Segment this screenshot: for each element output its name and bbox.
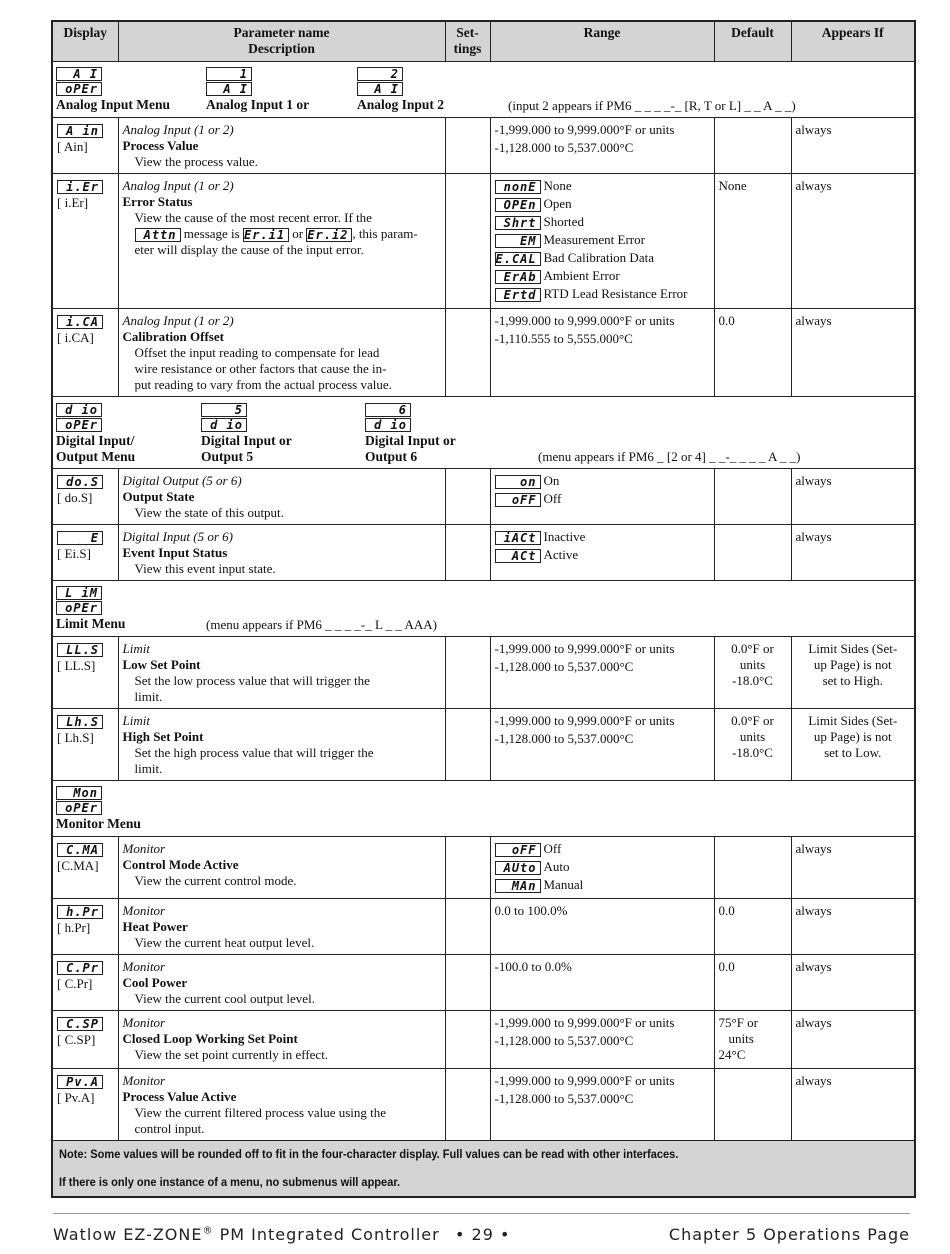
analog-menu-group-2 bbox=[206, 67, 309, 113]
param-code: [ Pv.A] bbox=[57, 1089, 95, 1105]
default-line: units bbox=[739, 656, 766, 672]
notes-row bbox=[52, 1140, 915, 1197]
default-line: 75°F or bbox=[718, 1014, 759, 1030]
option-label: RTD Lead Resistance Error bbox=[543, 285, 688, 301]
param-row-lhs bbox=[52, 708, 915, 780]
default-cell bbox=[714, 117, 791, 173]
param-name: Event Input Status bbox=[122, 544, 228, 560]
digital-menu-group-3 bbox=[365, 403, 456, 465]
param-row-eis bbox=[52, 524, 915, 580]
lcd-display: oPEr bbox=[56, 601, 102, 615]
page-footer bbox=[53, 1213, 910, 1247]
note-text: If there is only one instance of a menu, no submenus will appear. bbox=[59, 1174, 401, 1189]
lcd-display: LL.S bbox=[57, 643, 103, 657]
appears-cell: always bbox=[791, 524, 915, 580]
param-row-cma bbox=[52, 836, 915, 898]
lcd-display: Shrt bbox=[495, 216, 541, 230]
param-name: Cool Power bbox=[122, 974, 188, 990]
default-cell bbox=[714, 524, 791, 580]
lcd-display: Pv.A bbox=[57, 1075, 103, 1089]
header-default: Default bbox=[714, 21, 791, 61]
footer-product-name: PM Integrated Controller bbox=[213, 1225, 440, 1244]
option-label: Manual bbox=[543, 876, 584, 892]
menu-label: Digital Input or bbox=[365, 432, 456, 448]
param-name: Low Set Point bbox=[122, 656, 201, 672]
header-row bbox=[52, 21, 915, 61]
option-label: Off bbox=[543, 490, 562, 506]
lcd-display: 1 bbox=[206, 67, 252, 81]
option-label: Open bbox=[543, 195, 572, 211]
settings-cell bbox=[445, 1068, 490, 1140]
settings-cell bbox=[445, 836, 490, 898]
param-desc bbox=[123, 226, 441, 242]
header-display: Display bbox=[52, 21, 118, 61]
default-line: 0.0°F or bbox=[731, 640, 774, 656]
lcd-display: iACt bbox=[495, 531, 541, 545]
param-desc-text: message is bbox=[183, 225, 240, 241]
lcd-display: d io bbox=[56, 403, 102, 417]
param-desc: View the cause of the most recent error. If the bbox=[134, 209, 372, 225]
header-settings-1: Set- bbox=[456, 25, 479, 40]
range-line: -1,110.555 to 5,555.000°C bbox=[494, 330, 633, 346]
settings-cell bbox=[445, 636, 490, 708]
param-category: Limit bbox=[122, 712, 150, 728]
param-desc: View the current filtered process value using the bbox=[134, 1104, 387, 1120]
param-desc: View the process value. bbox=[134, 153, 258, 169]
range-option bbox=[495, 286, 710, 302]
param-name: Control Mode Active bbox=[122, 856, 239, 872]
range-line: -1,999.000 to 9,999.000°F or units bbox=[494, 712, 675, 728]
range-line: -1,128.000 to 5,537.000°C bbox=[494, 658, 634, 674]
range-line: 0.0 to 100.0% bbox=[494, 902, 568, 918]
lcd-display: AUto bbox=[495, 861, 541, 875]
analog-menu-group-1 bbox=[56, 67, 170, 113]
range-option bbox=[495, 859, 710, 875]
default-cell bbox=[714, 1010, 791, 1068]
lcd-display: on bbox=[495, 475, 541, 489]
page-number: • 29 • bbox=[455, 1225, 511, 1244]
note-text: Note: Some values will be rounded off to fit in the four-character display. Full values can be read with other interfaces. bbox=[59, 1146, 679, 1161]
param-row-ier bbox=[52, 173, 915, 308]
option-label: Off bbox=[543, 840, 562, 856]
lcd-display: oFF bbox=[495, 493, 541, 507]
lcd-display: A I bbox=[206, 82, 252, 96]
lcd-display: Lh.S bbox=[57, 715, 103, 729]
registered-mark: ® bbox=[202, 1225, 214, 1237]
lcd-display: L iM bbox=[56, 586, 102, 600]
param-name: Error Status bbox=[122, 193, 193, 209]
digital-io-menu-row bbox=[52, 396, 915, 468]
settings-cell bbox=[445, 954, 490, 1010]
range-line: -1,999.000 to 9,999.000°F or units bbox=[494, 640, 675, 656]
appears-line: up Page) is not bbox=[813, 728, 892, 744]
param-name: Process Value bbox=[122, 137, 199, 153]
appears-cell: always bbox=[791, 836, 915, 898]
lcd-display: C.Pr bbox=[57, 961, 103, 975]
header-appears-if: Appears If bbox=[791, 21, 915, 61]
lcd-display: C.MA bbox=[57, 843, 103, 857]
lcd-display: oPEr bbox=[56, 82, 102, 96]
range-option bbox=[495, 473, 710, 489]
lcd-display: oPEr bbox=[56, 801, 102, 815]
option-label: Auto bbox=[543, 858, 570, 874]
param-desc: limit. bbox=[134, 760, 163, 776]
range-option bbox=[495, 268, 710, 284]
param-desc: View this event input state. bbox=[134, 560, 276, 576]
param-category: Digital Input (5 or 6) bbox=[122, 528, 233, 544]
param-row-lls bbox=[52, 636, 915, 708]
lcd-display: E.CAL bbox=[495, 252, 541, 266]
limit-menu-group-1 bbox=[56, 586, 125, 632]
lcd-display: E bbox=[57, 531, 103, 545]
lcd-display: 6 bbox=[365, 403, 411, 417]
param-category: Monitor bbox=[122, 1072, 166, 1088]
param-code: [ LL.S] bbox=[57, 657, 96, 673]
appears-cell: always bbox=[791, 1010, 915, 1068]
range-option bbox=[495, 491, 710, 507]
lcd-display: h.Pr bbox=[57, 905, 103, 919]
param-code: [ i.Er] bbox=[57, 194, 89, 210]
param-code: [ Lh.S] bbox=[57, 729, 94, 745]
range-line: -1,128.000 to 5,537.000°C bbox=[494, 139, 634, 155]
param-name: Calibration Offset bbox=[122, 328, 224, 344]
menu-label: Output Menu bbox=[56, 448, 136, 464]
lcd-display: ErAb bbox=[495, 270, 541, 284]
param-desc: View the current heat output level. bbox=[134, 934, 315, 950]
footer-product bbox=[53, 1225, 440, 1244]
range-option bbox=[495, 250, 710, 266]
range-option bbox=[495, 529, 710, 545]
analog-input-menu-row bbox=[52, 61, 915, 117]
range-line: -1,128.000 to 5,537.000°C bbox=[494, 730, 634, 746]
lcd-display: A I bbox=[56, 67, 102, 81]
range-line: -1,999.000 to 9,999.000°F or units bbox=[494, 312, 675, 328]
range-line: -1,999.000 to 9,999.000°F or units bbox=[494, 121, 675, 137]
param-category: Analog Input (1 or 2) bbox=[122, 312, 234, 328]
param-name: Process Value Active bbox=[122, 1088, 237, 1104]
option-label: Inactive bbox=[543, 528, 586, 544]
param-desc: Set the low process value that will trigger the bbox=[134, 672, 370, 688]
analog-menu-group-3 bbox=[357, 67, 444, 113]
appears-cell bbox=[791, 708, 915, 780]
digital-menu-group-2 bbox=[201, 403, 292, 465]
param-row-csp bbox=[52, 1010, 915, 1068]
param-row-ain bbox=[52, 117, 915, 173]
default-cell: 0.0 bbox=[714, 954, 791, 1010]
range-option bbox=[495, 841, 710, 857]
header-parameter bbox=[118, 21, 445, 61]
menu-label: Limit Menu bbox=[56, 615, 126, 631]
lcd-display: Attn bbox=[135, 228, 181, 242]
lcd-display: ACt bbox=[495, 549, 541, 563]
default-cell bbox=[714, 1068, 791, 1140]
param-desc: put reading to vary from the actual process value. bbox=[134, 376, 392, 392]
default-cell: 0.0 bbox=[714, 308, 791, 396]
param-category: Monitor bbox=[122, 840, 166, 856]
param-code: [ h.Pr] bbox=[57, 919, 91, 935]
param-row-pva bbox=[52, 1068, 915, 1140]
appears-line: set to Low. bbox=[824, 744, 882, 760]
digital-menu-group-1 bbox=[56, 403, 135, 465]
appears-cell: always bbox=[791, 468, 915, 524]
appears-line: set to High. bbox=[822, 672, 883, 688]
lcd-display: Er.i2 bbox=[306, 228, 352, 242]
default-line: units bbox=[728, 1030, 754, 1046]
default-cell bbox=[714, 708, 791, 780]
appears-cell: always bbox=[791, 173, 915, 308]
lcd-display: d io bbox=[365, 418, 411, 432]
lcd-display: MAn bbox=[495, 879, 541, 893]
param-code: [ Ei.S] bbox=[57, 545, 91, 561]
settings-cell bbox=[445, 468, 490, 524]
param-desc: Set the high process value that will trigger the bbox=[134, 744, 374, 760]
default-cell: None bbox=[714, 173, 791, 308]
header-settings-2: tings bbox=[453, 41, 482, 56]
param-code: [ C.Pr] bbox=[57, 975, 93, 991]
chapter-title: Chapter 5 Operations Page bbox=[668, 1225, 910, 1244]
lcd-display: i.Er bbox=[57, 180, 103, 194]
default-line: 0.0°F or bbox=[731, 712, 774, 728]
lcd-display: oPEr bbox=[56, 418, 102, 432]
range-line: -1,128.000 to 5,537.000°C bbox=[494, 1090, 634, 1106]
option-label: Active bbox=[543, 546, 579, 562]
range-option bbox=[495, 214, 710, 230]
param-desc-text: , this param- bbox=[352, 225, 418, 241]
parameter-table bbox=[51, 20, 916, 1198]
default-cell bbox=[714, 636, 791, 708]
menu-label: Digital Input or bbox=[201, 432, 292, 448]
default-line: 24°C bbox=[718, 1046, 746, 1062]
param-category: Analog Input (1 or 2) bbox=[122, 121, 234, 137]
appears-cell: always bbox=[791, 954, 915, 1010]
param-code: [C.MA] bbox=[57, 857, 99, 873]
header-param-name: Parameter name bbox=[233, 25, 330, 40]
settings-cell bbox=[445, 1010, 490, 1068]
option-label: Ambient Error bbox=[543, 267, 620, 283]
lcd-display: OPEn bbox=[495, 198, 541, 212]
param-desc: wire resistance or other factors that cause the in- bbox=[134, 360, 387, 376]
appears-cell: always bbox=[791, 898, 915, 954]
option-label: Measurement Error bbox=[543, 231, 645, 247]
param-name: Heat Power bbox=[122, 918, 188, 934]
menu-condition-note: (menu appears if PM6 _ _ _ _-_ L _ _ AAA) bbox=[206, 616, 437, 632]
param-name: Output State bbox=[122, 488, 195, 504]
lcd-display: Er.i1 bbox=[243, 228, 289, 242]
menu-condition-note: (menu appears if PM6 _ [2 or 4] _ _-_ _ _ _ A _ _) bbox=[538, 448, 801, 464]
param-row-cpr bbox=[52, 954, 915, 1010]
range-option bbox=[495, 232, 710, 248]
param-desc-text: or bbox=[292, 225, 304, 241]
option-label: On bbox=[543, 472, 560, 488]
range-option bbox=[495, 547, 710, 563]
param-desc: View the state of this output. bbox=[134, 504, 284, 520]
header-param-desc: Description bbox=[248, 41, 315, 56]
lcd-display: A in bbox=[57, 124, 103, 138]
menu-label: Analog Input 2 bbox=[357, 96, 445, 112]
param-category: Monitor bbox=[122, 1014, 166, 1030]
default-line: -18.0°C bbox=[732, 744, 773, 760]
range-option bbox=[495, 196, 710, 212]
header-range: Range bbox=[490, 21, 714, 61]
param-desc: View the set point currently in effect. bbox=[134, 1046, 329, 1062]
lcd-display: nonE bbox=[495, 180, 541, 194]
default-line: -18.0°C bbox=[732, 672, 773, 688]
lcd-display: EM bbox=[495, 234, 541, 248]
monitor-menu-group-1 bbox=[56, 786, 141, 832]
lcd-display: 2 bbox=[357, 67, 403, 81]
appears-cell: always bbox=[791, 117, 915, 173]
param-desc: View the current control mode. bbox=[134, 872, 297, 888]
settings-cell bbox=[445, 308, 490, 396]
appears-line: Limit Sides (Set- bbox=[808, 712, 898, 728]
appears-line: up Page) is not bbox=[813, 656, 892, 672]
param-category: Limit bbox=[122, 640, 150, 656]
range-line: -1,128.000 to 5,537.000°C bbox=[494, 1032, 634, 1048]
param-desc: control input. bbox=[134, 1120, 205, 1136]
lcd-display: oFF bbox=[495, 843, 541, 857]
lcd-display: do.S bbox=[57, 475, 103, 489]
appears-line: Limit Sides (Set- bbox=[808, 640, 898, 656]
lcd-display: i.CA bbox=[57, 315, 103, 329]
param-code: [ i.CA] bbox=[57, 329, 94, 345]
lcd-display: C.SP bbox=[57, 1017, 103, 1031]
param-desc: View the current cool output level. bbox=[134, 990, 315, 1006]
option-label: None bbox=[543, 177, 572, 193]
param-category: Digital Output (5 or 6) bbox=[122, 472, 242, 488]
lcd-display: 5 bbox=[201, 403, 247, 417]
limit-menu-row bbox=[52, 580, 915, 636]
param-desc: limit. bbox=[134, 688, 163, 704]
param-category: Analog Input (1 or 2) bbox=[122, 177, 234, 193]
range-line: -100.0 to 0.0% bbox=[494, 958, 572, 974]
param-code: [ do.S] bbox=[57, 489, 93, 505]
param-row-ica bbox=[52, 308, 915, 396]
settings-cell bbox=[445, 117, 490, 173]
option-label: Shorted bbox=[543, 213, 584, 229]
default-cell bbox=[714, 468, 791, 524]
param-name: High Set Point bbox=[122, 728, 204, 744]
default-cell bbox=[714, 836, 791, 898]
menu-label: Analog Input 1 or bbox=[206, 96, 310, 112]
appears-cell bbox=[791, 636, 915, 708]
lcd-display: A I bbox=[357, 82, 403, 96]
param-category: Monitor bbox=[122, 902, 166, 918]
monitor-menu-row bbox=[52, 780, 915, 836]
range-line: -1,999.000 to 9,999.000°F or units bbox=[494, 1014, 675, 1030]
param-row-dos bbox=[52, 468, 915, 524]
param-code: [ C.SP] bbox=[57, 1031, 96, 1047]
lcd-display: Mon bbox=[56, 786, 102, 800]
lcd-display: d io bbox=[201, 418, 247, 432]
settings-cell bbox=[445, 708, 490, 780]
menu-label: Output 6 bbox=[365, 448, 418, 464]
param-name: Closed Loop Working Set Point bbox=[122, 1030, 298, 1046]
range-line: -1,999.000 to 9,999.000°F or units bbox=[494, 1072, 675, 1088]
param-code: [ Ain] bbox=[57, 138, 88, 154]
settings-cell bbox=[445, 173, 490, 308]
menu-condition-note: (input 2 appears if PM6 _ _ _ _-_ [R, T or L] _ _ A _ _) bbox=[508, 97, 796, 113]
appears-cell: always bbox=[791, 1068, 915, 1140]
param-row-hpr bbox=[52, 898, 915, 954]
default-cell: 0.0 bbox=[714, 898, 791, 954]
footer-brand: Watlow EZ-ZONE bbox=[53, 1225, 203, 1244]
menu-label: Output 5 bbox=[201, 448, 254, 464]
lcd-display: Ertd bbox=[495, 288, 541, 302]
option-label: Bad Calibration Data bbox=[543, 249, 654, 265]
header-settings bbox=[445, 21, 490, 61]
param-desc: eter will display the cause of the input error. bbox=[134, 241, 364, 257]
default-line: units bbox=[739, 728, 766, 744]
range-option bbox=[495, 877, 710, 893]
param-desc: Offset the input reading to compensate for lead bbox=[134, 344, 380, 360]
range-option bbox=[495, 178, 710, 194]
range-options bbox=[490, 173, 714, 308]
menu-label: Analog Input Menu bbox=[56, 96, 171, 112]
param-category: Monitor bbox=[122, 958, 166, 974]
settings-cell bbox=[445, 524, 490, 580]
menu-label: Monitor Menu bbox=[56, 815, 141, 831]
menu-label: Digital Input/ bbox=[56, 432, 135, 448]
appears-cell: always bbox=[791, 308, 915, 396]
settings-cell bbox=[445, 898, 490, 954]
